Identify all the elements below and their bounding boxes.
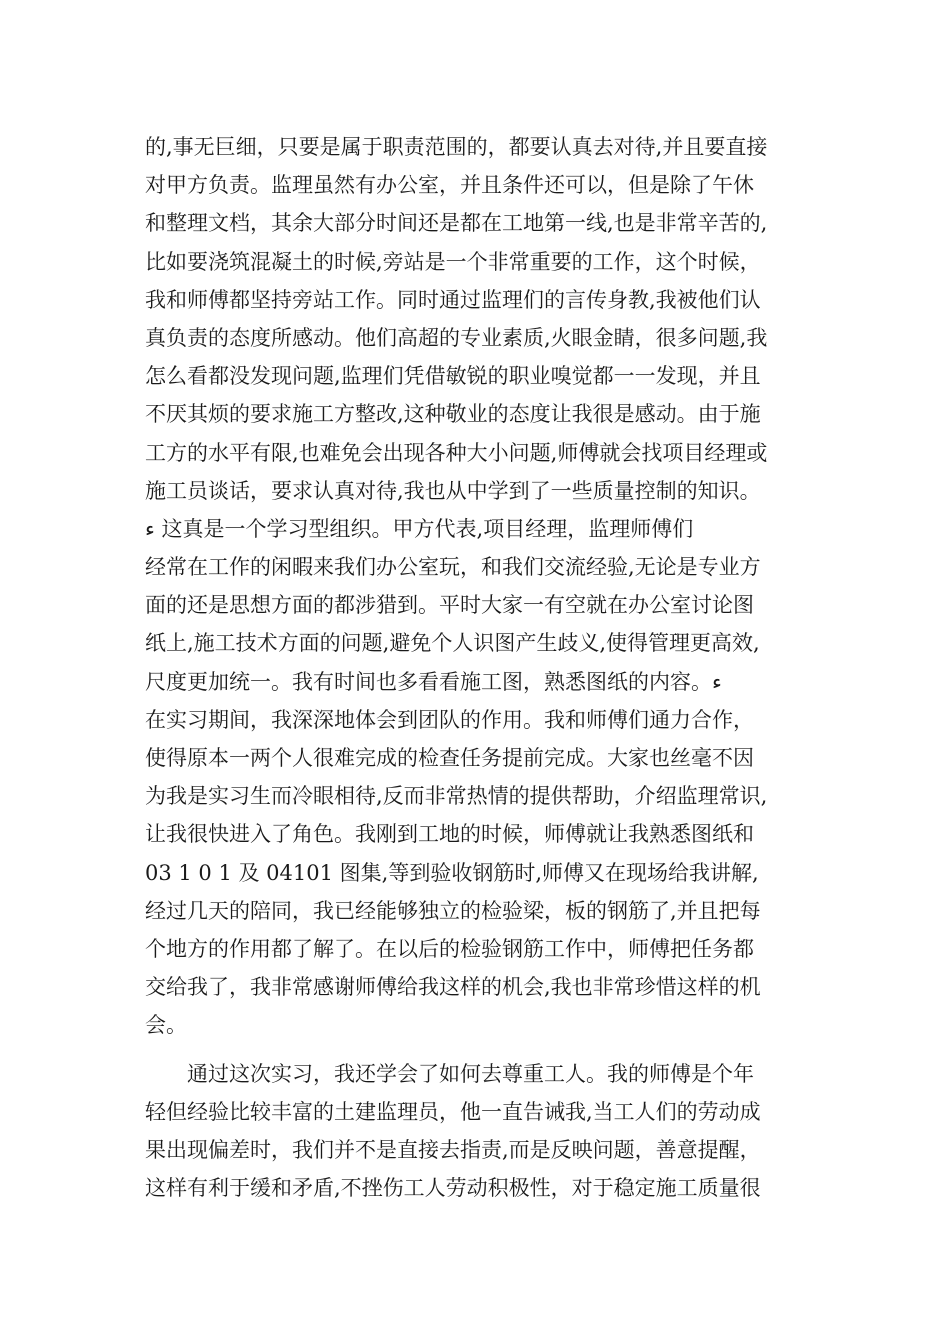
text-line: 工方的水平有限,也难免会出现各种大小问题,师傅就会找项目经理或 bbox=[145, 440, 768, 465]
text-line: 个地方的作用都了解了。在以后的检验钢筋工作中，师傅把任务都 bbox=[145, 936, 754, 961]
text-line: 这样有利于缓和矛盾,不挫伤工人劳动积极性，对于稳定施工质量很 bbox=[145, 1176, 761, 1201]
text-line: 交给我了，我非常感谢师傅给我这样的机会,我也非常珍惜这样的机 bbox=[145, 975, 761, 1000]
text-line: 为我是实习生而冷眼相待,反而非常热情的提供帮助，介绍监理常识, bbox=[145, 784, 768, 809]
text-line: 对甲方负责。监理虽然有办公室，并且条件还可以，但是除了午休 bbox=[145, 173, 754, 198]
text-line: ء 这真是一个学习型组织。甲方代表,项目经理，监理师傅们 bbox=[145, 516, 694, 541]
text-line: 让我很快进入了角色。我刚到工地的时候，师傅就让我熟悉图纸和 bbox=[145, 822, 754, 847]
text-line: 尺度更加统一。我有时间也多看看施工图，熟悉图纸的内容。ء bbox=[145, 669, 722, 694]
text-line: 会。 bbox=[145, 1013, 187, 1038]
text-line: 和整理文档，其余大部分时间还是都在工地第一线,也是非常辛苦的, bbox=[145, 211, 768, 236]
text-line: 比如要浇筑混凝土的时候,旁站是一个非常重要的工作，这个时候， bbox=[145, 249, 761, 274]
text-line: 03 1 0 1 及 04101 图集,等到验收钢筋时,师傅又在现场给我讲解, bbox=[145, 860, 759, 885]
text-line: 我和师傅都坚持旁站工作。同时通过监理们的言传身教,我被他们认 bbox=[145, 287, 761, 312]
text-line: 使得原本一两个人很难完成的检查任务提前完成。大家也丝毫不因 bbox=[145, 746, 754, 770]
text-line: 轻但经验比较丰富的土建监理员，他一直告诫我,当工人们的劳动成 bbox=[145, 1099, 761, 1124]
text-line: 面的还是思想方面的都涉猎到。平时大家一有空就在办公室讨论图 bbox=[145, 593, 754, 618]
text-line: 果出现偏差时，我们并不是直接去指责,而是反映问题，善意提醒， bbox=[145, 1137, 761, 1162]
text-line: 的,事无巨细，只要是属于职责范围的，都要认真去对待,并且要直接 bbox=[145, 135, 768, 159]
paragraph-gap bbox=[145, 1045, 815, 1055]
text-line: 纸上,施工技术方面的问题,避免个人识图产生歧义,使得管理更高效, bbox=[145, 631, 760, 656]
text-line: 不厌其烦的要求施工方整改,这种敬业的态度让我很是感动。由于施 bbox=[145, 402, 761, 427]
text-line: 在实习期间，我深深地体会到团队的作用。我和师傅们通力合作， bbox=[145, 707, 754, 732]
text-line: 怎么看都没发现问题,监理们凭借敏锐的职业嗅觉都一一发现，并且 bbox=[145, 364, 761, 389]
text-line: 真负责的态度所感动。他们高超的专业素质,火眼金睛，很多问题,我 bbox=[145, 325, 768, 350]
text-line: 通过这次实习，我还学会了如何去尊重工人。我的师傅是个年 bbox=[145, 1061, 754, 1086]
text-line: 经常在工作的闲暇来我们办公室玩，和我们交流经验,无论是专业方 bbox=[145, 555, 761, 580]
text-line: 经过几天的陪同，我已经能够独立的检验梁，板的钢筋了,并且把每 bbox=[145, 898, 761, 923]
body-text bbox=[145, 128, 815, 1207]
text-line: 施工员谈话，要求认真对待,我也从中学到了一些质量控制的知识。 bbox=[145, 478, 761, 503]
